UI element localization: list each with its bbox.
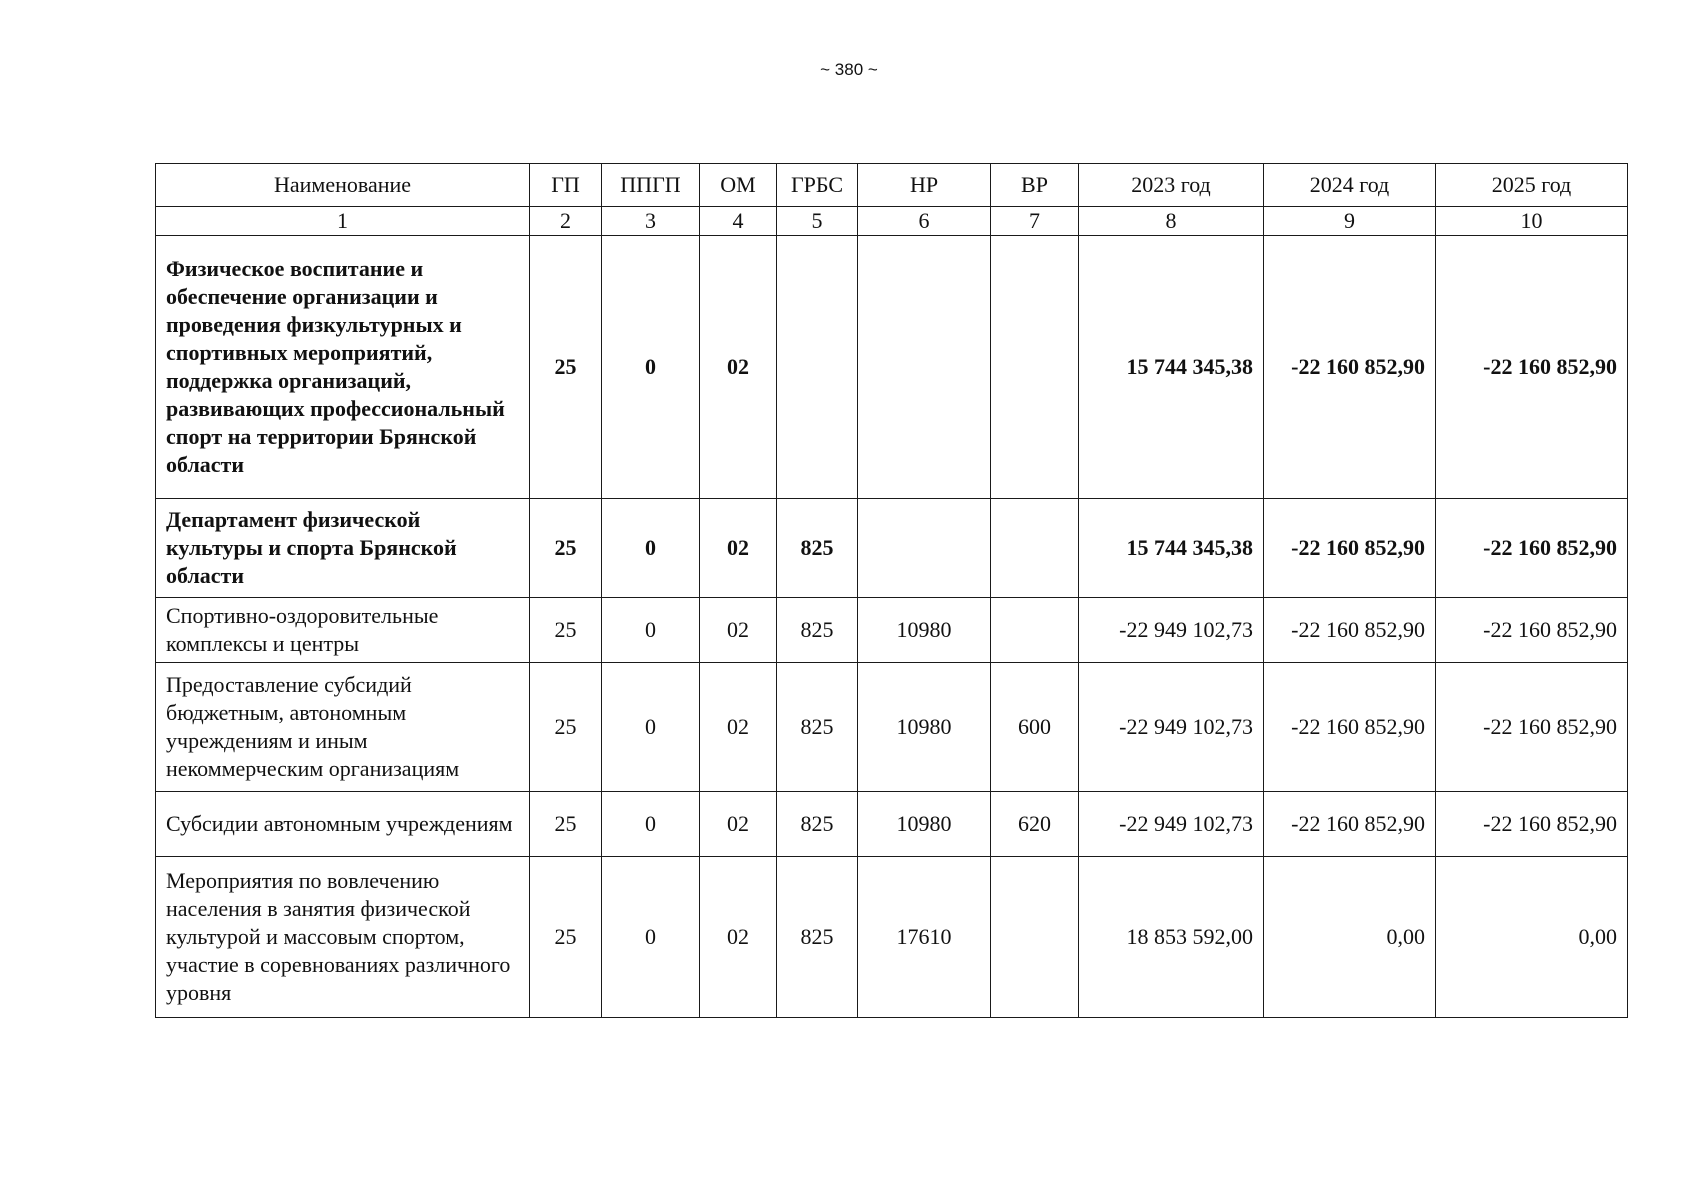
column-number: 4 (700, 207, 777, 236)
row-gp: 25 (530, 598, 602, 663)
row-amount-2023: -22 949 102,73 (1079, 663, 1264, 792)
row-name: Мероприятия по вовлечению населения в занятия физической культурой и массовым спортом, участие в соревнованиях различного уровня (156, 857, 530, 1018)
row-grbs: 825 (777, 857, 858, 1018)
row-grbs: 825 (777, 598, 858, 663)
row-amount-2023: 15 744 345,38 (1079, 499, 1264, 598)
row-amount-2024: -22 160 852,90 (1264, 499, 1436, 598)
row-name: Предоставление субсидий бюджетным, автономным учреждениям и иным некоммерческим организациям (156, 663, 530, 792)
column-number: 10 (1436, 207, 1628, 236)
header-nr: НР (858, 164, 991, 207)
row-om: 02 (700, 663, 777, 792)
header-2025: 2025 год (1436, 164, 1628, 207)
row-grbs: 825 (777, 663, 858, 792)
row-grbs: 825 (777, 499, 858, 598)
column-number: 9 (1264, 207, 1436, 236)
row-ppgp: 0 (602, 236, 700, 499)
header-vr: ВР (991, 164, 1079, 207)
row-name: Субсидии автономным учреждениям (156, 792, 530, 857)
row-grbs (777, 236, 858, 499)
row-vr (991, 598, 1079, 663)
column-number-row (156, 207, 1628, 236)
row-amount-2025: -22 160 852,90 (1436, 598, 1628, 663)
row-vr: 620 (991, 792, 1079, 857)
header-row (156, 164, 1628, 207)
table-row (156, 663, 1628, 792)
row-gp: 25 (530, 499, 602, 598)
row-om: 02 (700, 598, 777, 663)
row-om: 02 (700, 857, 777, 1018)
header-2024: 2024 год (1264, 164, 1436, 207)
row-amount-2025: -22 160 852,90 (1436, 236, 1628, 499)
table-row (156, 499, 1628, 598)
row-ppgp: 0 (602, 598, 700, 663)
row-amount-2025: 0,00 (1436, 857, 1628, 1018)
row-name: Спортивно-оздоровительные комплексы и центры (156, 598, 530, 663)
column-number: 8 (1079, 207, 1264, 236)
row-amount-2024: 0,00 (1264, 857, 1436, 1018)
row-vr: 600 (991, 663, 1079, 792)
row-amount-2023: -22 949 102,73 (1079, 792, 1264, 857)
row-vr (991, 857, 1079, 1018)
row-ppgp: 0 (602, 663, 700, 792)
column-number: 7 (991, 207, 1079, 236)
header-name: Наименование (156, 164, 530, 207)
row-nr: 10980 (858, 598, 991, 663)
column-number: 6 (858, 207, 991, 236)
row-amount-2024: -22 160 852,90 (1264, 663, 1436, 792)
column-number: 1 (156, 207, 530, 236)
header-2023: 2023 год (1079, 164, 1264, 207)
header-gp: ГП (530, 164, 602, 207)
row-nr (858, 499, 991, 598)
row-gp: 25 (530, 792, 602, 857)
column-number: 3 (602, 207, 700, 236)
row-grbs: 825 (777, 792, 858, 857)
row-ppgp: 0 (602, 857, 700, 1018)
row-nr: 17610 (858, 857, 991, 1018)
row-gp: 25 (530, 663, 602, 792)
row-amount-2025: -22 160 852,90 (1436, 663, 1628, 792)
row-nr: 10980 (858, 663, 991, 792)
row-om: 02 (700, 792, 777, 857)
row-vr (991, 236, 1079, 499)
header-om: ОМ (700, 164, 777, 207)
row-amount-2025: -22 160 852,90 (1436, 792, 1628, 857)
row-gp: 25 (530, 236, 602, 499)
row-ppgp: 0 (602, 792, 700, 857)
row-amount-2023: -22 949 102,73 (1079, 598, 1264, 663)
row-om: 02 (700, 236, 777, 499)
table-row (156, 598, 1628, 663)
row-nr: 10980 (858, 792, 991, 857)
row-amount-2023: 18 853 592,00 (1079, 857, 1264, 1018)
row-ppgp: 0 (602, 499, 700, 598)
row-amount-2025: -22 160 852,90 (1436, 499, 1628, 598)
page-number: ~ 380 ~ (820, 60, 878, 79)
header-ppgp: ППГП (602, 164, 700, 207)
table-row (156, 792, 1628, 857)
row-gp: 25 (530, 857, 602, 1018)
column-number: 5 (777, 207, 858, 236)
row-om: 02 (700, 499, 777, 598)
table-row (156, 236, 1628, 499)
row-name: Физическое воспитание и обеспечение организации и проведения физкультурных и спортивных мероприятий, поддержка организаций, развивающих профессиональный спорт на территории Брянской области (156, 236, 530, 499)
table-row (156, 857, 1628, 1018)
header-grbs: ГРБС (777, 164, 858, 207)
column-number: 2 (530, 207, 602, 236)
row-name: Департамент физической культуры и спорта Брянской области (156, 499, 530, 598)
row-amount-2024: -22 160 852,90 (1264, 792, 1436, 857)
row-nr (858, 236, 991, 499)
row-amount-2024: -22 160 852,90 (1264, 236, 1436, 499)
budget-table (155, 163, 1628, 1018)
row-vr (991, 499, 1079, 598)
row-amount-2023: 15 744 345,38 (1079, 236, 1264, 499)
row-amount-2024: -22 160 852,90 (1264, 598, 1436, 663)
